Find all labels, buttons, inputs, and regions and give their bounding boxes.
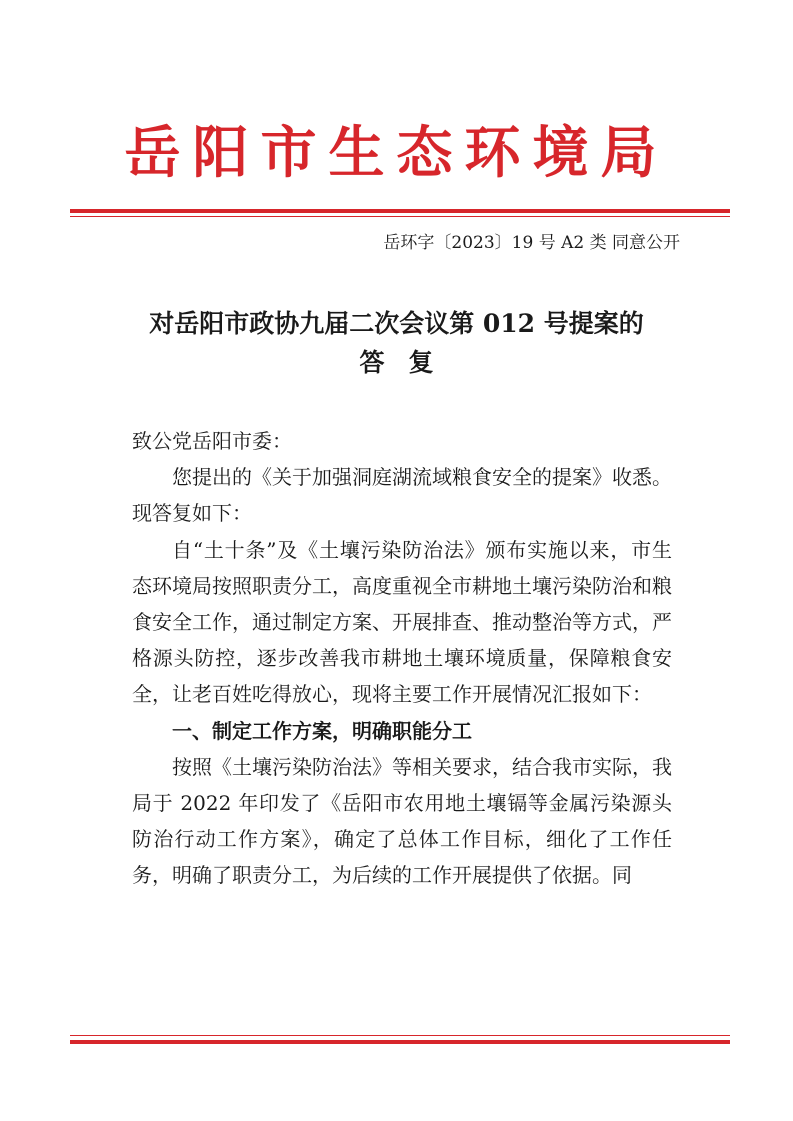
document-body	[132, 423, 672, 894]
paragraph: 按照《土壤污染防治法》等相关要求，结合我市实际，我局于 2022 年印发了《岳阳市农用地土壤镉等金属污染源头防治行动工作方案》，确定了总体工作目标，细化了工作任务，明确了职责分工，为后续的工作开展提供了依据。同	[132, 754, 672, 888]
document-number: 岳环字〔2023〕19 号 A2 类 同意公开	[383, 233, 680, 253]
header-rule-thin	[70, 216, 730, 217]
org-masthead: 岳阳市生态环境局	[124, 120, 669, 186]
section-heading: 一、制定工作方案，明确职能分工	[172, 718, 472, 743]
footer-rule-thick	[70, 1040, 730, 1044]
paragraph: 自“土十条”及《土壤污染防治法》颁布实施以来，市生态环境局按照职责分工，高度重视全市耕地土壤污染防治和粮食安全工作，通过制定方案、开展排查、推动整治等方式，严格源头防控，逐步改善我市耕地土壤环境质量，保障粮食安全，让老百姓吃得放心，现将主要工作开展情况汇报如下：	[132, 537, 672, 707]
salutation: 致公党岳阳市委：	[132, 429, 292, 453]
document-title-line1: 对岳阳市政协九届二次会议第 012 号提案的	[149, 309, 644, 338]
header-rule-thick	[70, 209, 730, 213]
footer-rule-thin	[70, 1035, 730, 1036]
document-title-line2: 答复	[359, 348, 458, 377]
paragraph: 您提出的《关于加强洞庭湖流域粮食安全的提案》收悉。现答复如下：	[132, 465, 672, 526]
